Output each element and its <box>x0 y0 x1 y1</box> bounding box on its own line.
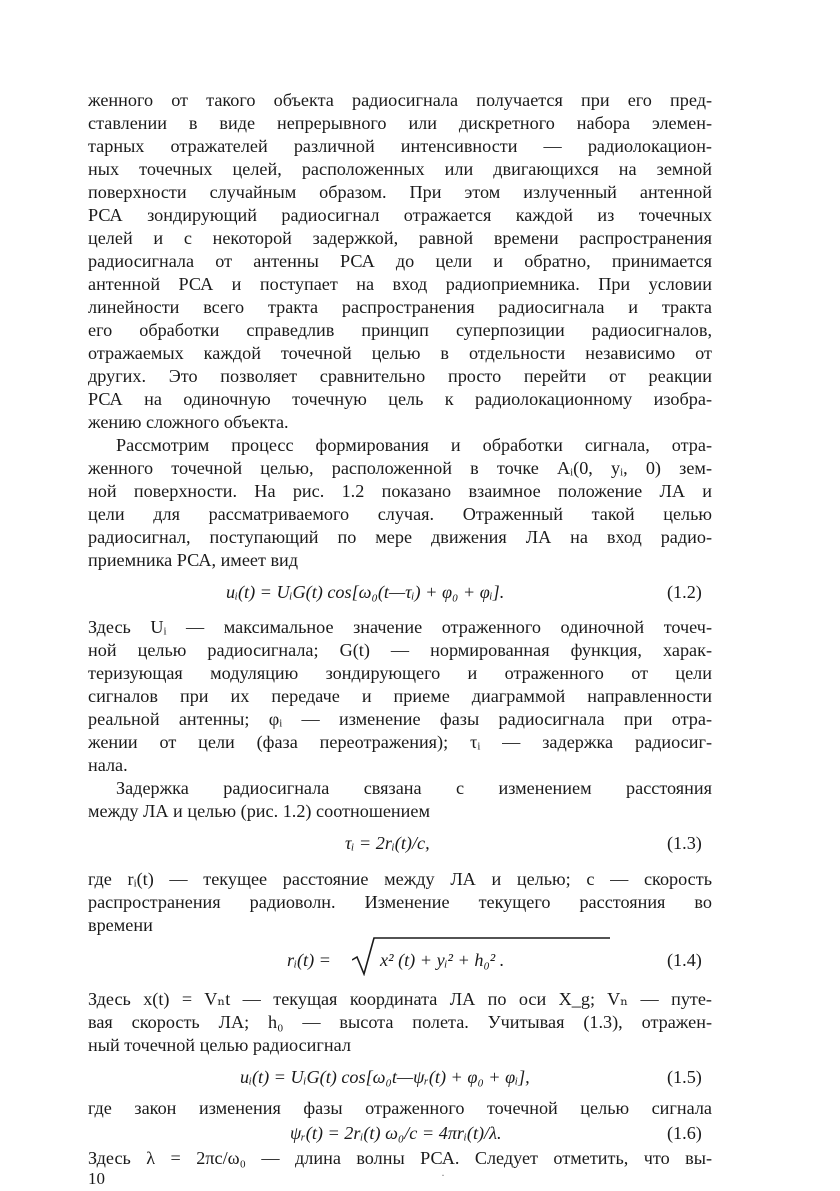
equation-1-4-left: rᵢ(t) = <box>287 950 331 970</box>
text-line: жении от цели (фаза переотражения); τᵢ — задержка радиосиг- <box>88 732 712 752</box>
text-line: тарных отражателей различной интенсивности — радиолокацион- <box>88 136 712 156</box>
equation-1-4-body: x² (t) + yᵢ² + h₀² . <box>380 950 505 970</box>
text-line: других. Это позволяет сравнительно просто перейти от реакции <box>88 366 712 386</box>
text-line: распространения радиоволн. Изменение текущего расстояния во <box>88 892 712 912</box>
text-line: ных точечных целей, расположенных или двигающихся на земной <box>88 159 712 179</box>
text-line: цели для рассматриваемого случая. Отраженный такой целью <box>88 504 712 524</box>
text-line: вая скорость ЛА; h₀ — высота полета. Учитывая (1.3), отражен- <box>88 1012 712 1032</box>
text-line: между ЛА и целью (рис. 1.2) соотношением <box>88 801 430 821</box>
text-line: ставлении в виде непрерывного или дискретного набора элемен- <box>88 113 712 133</box>
text-line: Здесь λ = 2πc/ω₀ — длина волны РСА. Следует отметить, что вы- <box>88 1148 712 1168</box>
text-line: ный точечной целью радиосигнал <box>88 1035 351 1055</box>
text-line: антенной РСА и поступает на вход радиоприемника. При условии <box>88 274 712 294</box>
text-line: отражаемых каждой точечной целью в отдельности независимо от <box>88 343 712 363</box>
text-line: ной целью радиосигнала; G(t) — нормированная функция, харак- <box>88 640 712 660</box>
text-line: женного точечной целью, расположенной в точке Aᵢ(0, yᵢ, 0) зем- <box>88 458 712 478</box>
text-line: реальной антенны; φᵢ — изменение фазы радиосигнала при отра- <box>88 709 712 729</box>
text-line: РСА на одиночную точечную цель к радиолокационному изобра- <box>88 389 712 409</box>
text-line: Рассмотрим процесс формирования и обработки сигнала, отра- <box>116 435 712 455</box>
text-line: жению сложного объекта. <box>88 412 289 432</box>
equation-1-5: uᵢ(t) = UᵢG(t) cos[ω₀t—ψᵣ(t) + φ₀ + φᵢ], <box>240 1067 530 1087</box>
equation-number: (1.6) <box>667 1123 702 1143</box>
text-line: времени <box>88 915 153 935</box>
equation-1-2: uᵢ(t) = UᵢG(t) cos[ω₀(t—τᵢ) + φ₀ + φᵢ]. <box>226 582 505 602</box>
text-line: женного от такого объекта радиосигнала получается при его пред- <box>88 90 712 110</box>
text-line: целей и с некоторой задержкой, равной времени распространения <box>88 228 712 248</box>
text-line: Задержка радиосигнала связана с изменением расстояния <box>116 778 712 798</box>
equation-number: (1.5) <box>667 1067 702 1087</box>
text-line: сигналов при их передаче и приеме диаграммой направленности <box>88 686 712 706</box>
text-line: нала. <box>88 755 128 775</box>
equation-number: (1.4) <box>667 950 702 970</box>
text-line: где rᵢ(t) — текущее расстояние между ЛА и целью; c — скорость <box>88 869 712 889</box>
text-line: линейности всего тракта распространения радиосигнала и тракта <box>88 297 712 317</box>
page-number: 10 <box>88 1169 105 1188</box>
text-line: Здесь x(t) = Vₙt — текущая координата ЛА по оси X_g; Vₙ — путе- <box>88 989 712 1009</box>
equation-number: (1.3) <box>667 833 702 853</box>
text-line: Здесь Uᵢ — максимальное значение отраженного одиночной точеч- <box>88 617 712 637</box>
text-line: радиосигнал, поступающий по мере движения ЛА на вход радио- <box>88 527 712 547</box>
text-line: ной поверхности. На рис. 1.2 показано взаимное положение ЛА и <box>88 481 712 501</box>
text-line: где закон изменения фазы отраженного точечной целью сигнала <box>88 1098 712 1118</box>
text-line: радиосигнала от антенны РСА до цели и обратно, принимается <box>88 251 712 271</box>
text-line: приемника РСА, имеет вид <box>88 550 299 570</box>
text-line: теризующая модуляцию зондирующего и отраженного от цели <box>88 663 712 683</box>
equation-number: (1.2) <box>667 582 702 602</box>
text-line: РСА зондирующий радиосигнал отражается каждой из точечных <box>88 205 712 225</box>
equation-1-6: ψᵣ(t) = 2rᵢ(t) ω₀/c = 4πrᵢ(t)/λ. <box>290 1123 502 1143</box>
equation-1-3: τᵢ = 2rᵢ(t)/c, <box>345 833 430 853</box>
text-line: поверхности случайным образом. При этом излученный антенной <box>88 182 712 202</box>
footer-mark: · <box>441 1168 445 1182</box>
text-line: его обработки справедлив принцип суперпозиции радиосигналов, <box>88 320 712 340</box>
